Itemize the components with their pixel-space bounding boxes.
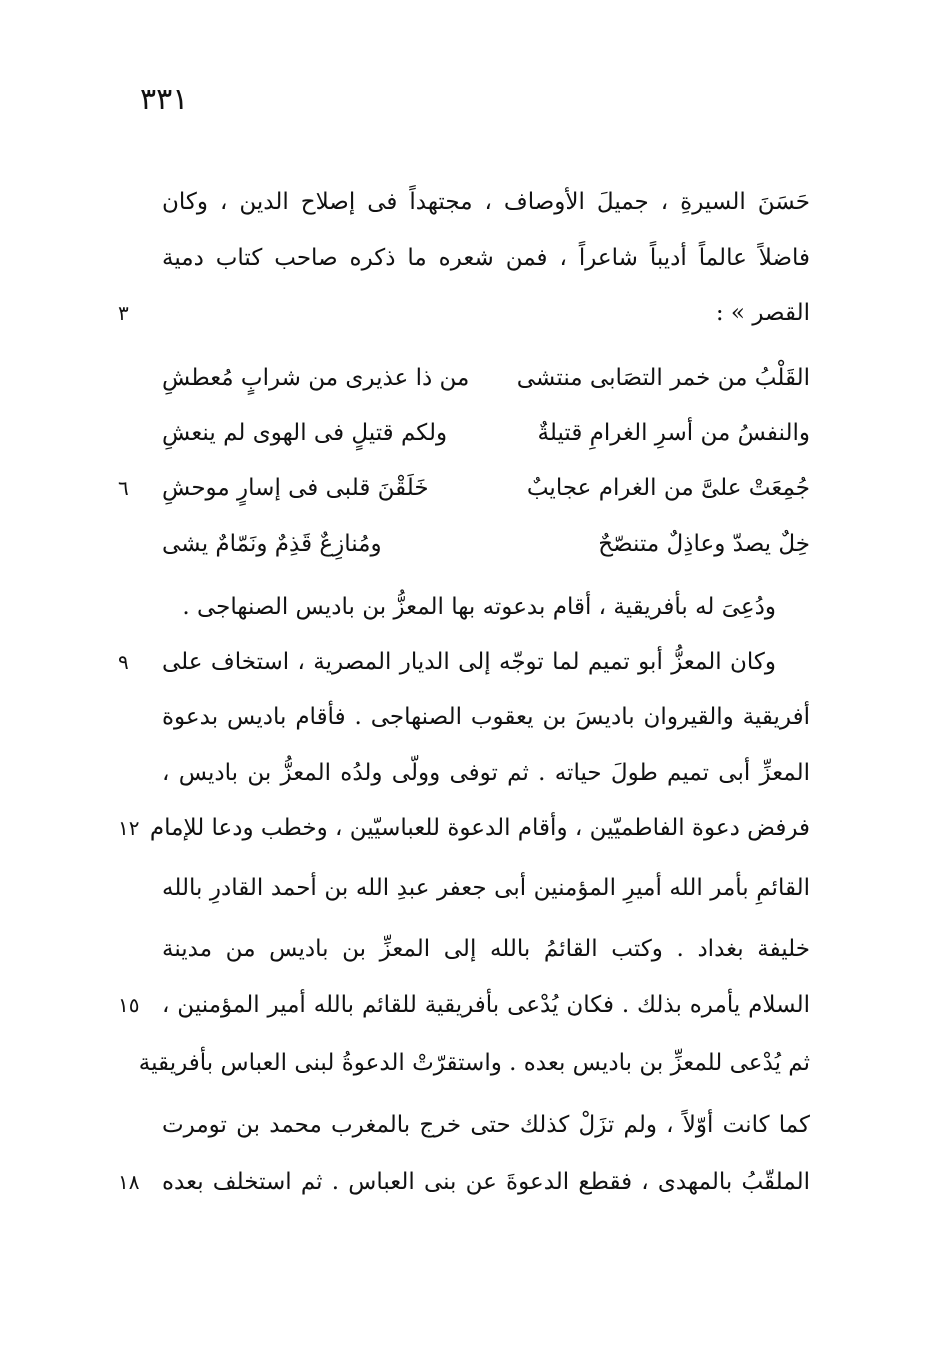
margin-line-number: ١٨ (118, 1170, 140, 1194)
verse-line (162, 358, 810, 398)
text-line: كما كانت أوّلاً ، ولم تزَلْ كذلك حتى خرج بالمغرب محمد بن تومرت (162, 1112, 810, 1138)
verse-line (162, 524, 810, 564)
verse-second-hemistich: من ذا عذيرى من شرابٍ مُعطشِ (162, 365, 470, 391)
verse-line (162, 413, 810, 453)
text-line: خليفة بغداد . وكتب القائمُ بالله إلى المعزِّ بن باديس من مدينة (162, 936, 810, 962)
text-line: حَسَنَ السيرةِ ، جميلَ الأوصاف ، مجتهداً فى إصلاح الدين ، وكان (162, 189, 811, 215)
text-line: القائمِ بأمر الله أميرِ المؤمنين أبى جعفر عبدِ الله بن أحمد القادرِ بالله (162, 875, 810, 901)
text-line: فرفض دعوة الفاطميّين ، وأقام الدعوة للعباسيّين ، وخطب ودعا للإمام (149, 815, 810, 841)
text-line: المعزِّ أبى تميم طولَ حياته . ثم توفى وولّى ولدُه المعزُّ بن باديس ، (162, 760, 810, 786)
margin-line-number: ١٢ (118, 816, 140, 840)
text-line: ودُعِىَ له بأفريقية ، أقام بدعوته بها المعزُّ بن باديس الصنهاجى . (182, 594, 776, 620)
verse-first-hemistich: القَلْبُ من خمر التصَابى منتشى (516, 365, 810, 391)
verse-line (162, 468, 810, 508)
verse-second-hemistich: ومُنازِعٌ قَذِمٌ ونَمّامٌ يشى (162, 531, 382, 557)
margin-line-number: ١٥ (118, 993, 140, 1017)
text-line: فاضلاً عالماً أديباً شاعراً ، فمن شعره ما ذكره صاحب كتاب دمية (162, 245, 810, 271)
margin-line-number: ٣ (118, 301, 129, 325)
verse-first-hemistich: خِلٌ يصدّ وعاذِلٌ متنصّحٌ (598, 531, 810, 557)
page-number: ٣٣١ (140, 82, 189, 117)
verse-second-hemistich: خَلَقْنَ قلبى فى إسارٍ موحشِ (162, 475, 429, 501)
text-line: الملقّبُ بالمهدى ، فقطع الدعوةَ عن بنى العباس . ثم استخلف بعده (162, 1169, 810, 1195)
margin-line-number: ٩ (118, 650, 129, 674)
text-line: ثم يُدْعى للمعزِّ بن باديس بعده . واستقرّتْ الدعوةُ لبنى العباس بأفريقية (138, 1050, 810, 1076)
margin-line-number: ٦ (118, 476, 129, 500)
text-line: القصر » : (715, 300, 810, 326)
text-line: السلام يأمره بذلك . فكان يُدْعى بأفريقية للقائم بالله أمير المؤمنين ، (162, 992, 810, 1018)
text-line: أفريقية والقيروان باديسَ بن يعقوب الصنهاجى . فأقام باديس بدعوة (162, 704, 810, 730)
verse-second-hemistich: ولكم قتيلٍ فى الهوى لم ينعشِ (162, 420, 448, 446)
text-line: وكان المعزُّ أبو تميم لما توجّه إلى الديار المصرية ، استخاف على (162, 649, 776, 675)
verse-first-hemistich: والنفسُ من أسرِ الغرامِ قتيلةٌ (537, 420, 810, 446)
verse-first-hemistich: جُمِعَتْ علىَّ من الغرام عجايبٌ (526, 475, 810, 501)
